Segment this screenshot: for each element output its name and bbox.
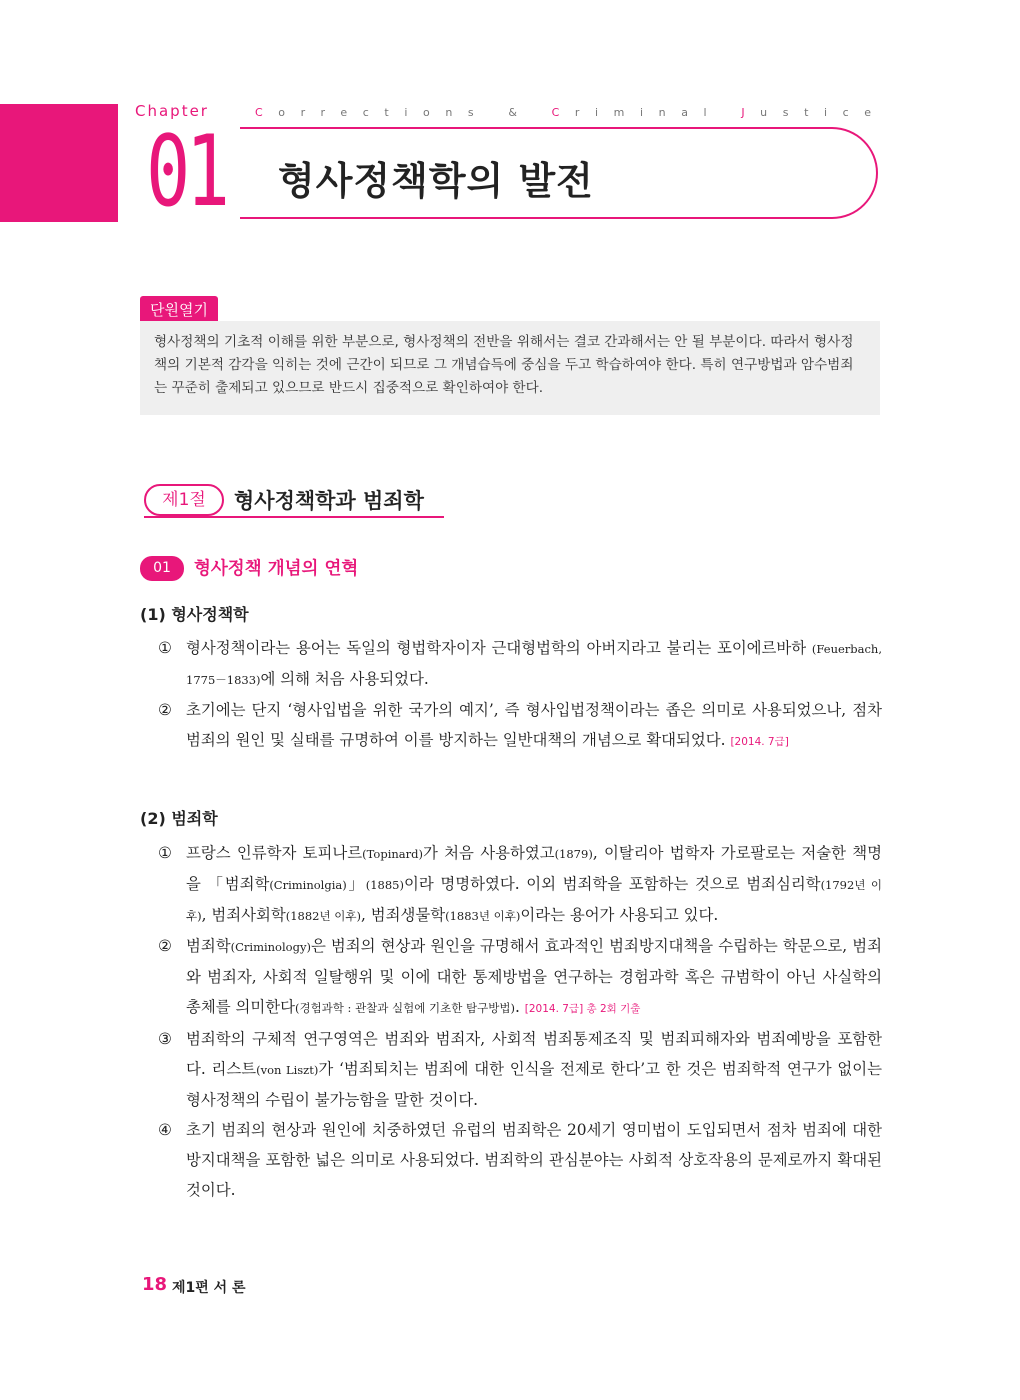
list-item: [158, 931, 882, 1024]
list-item: [158, 838, 882, 931]
list-item-text: [186, 695, 882, 757]
list-item: [158, 1024, 882, 1115]
series-title-part: ustice: [760, 106, 887, 119]
text-segment: 형사정책이라는 용어는 독일의 형법학자이자 근대형법학의 아버지라고 불리는 포이에르바하: [186, 639, 812, 657]
series-title-part: J: [741, 106, 761, 119]
intro-text: 형사정책의 기초적 이해를 위한 부분으로, 형사정책의 전반을 위해서는 결코 간과해서는 안 될 부분이다. 따라서 형사정책의 기본적 감각을 익히는 것에 근간이 되므로 그 개념습득에 중심을 두고 학습하여야 한다. 특히 연구방법과 암수범죄는 꾸준히 출제되고 있으므로 반드시 집중적으로 확인하여야 한다.: [154, 334, 854, 396]
text-segment: 가 처음 사용하였고: [423, 844, 555, 862]
text-segment: (경험과학 : 관찰과 실험에 기초한 탐구방법): [294, 1001, 515, 1015]
chapter-title: 형사정책학의 발전: [278, 159, 594, 203]
subsection-title: 형사정책 개념의 연혁: [194, 559, 359, 579]
series-title-part: C: [551, 106, 575, 119]
text-segment: 범죄학: [186, 937, 231, 955]
list-item: [158, 695, 882, 757]
series-title-part: riminal: [574, 106, 742, 119]
list-item-text: [186, 1115, 882, 1205]
part1-list: [158, 633, 882, 757]
text-segment: 은 범죄의 현상과 원인을 규명해서 효과적인 범죄방지대책을 수립하는 학문으로, 범죄와 범죄자, 사회적 일탈행위 및 이에 대한 통제방법을 연구하는 경험과학 혹은 규범학이 아닌 사실학의 총체를 의미한다: [186, 937, 882, 1016]
part2-list: [158, 838, 882, 1205]
exam-tag: [2014. 7급]: [730, 736, 789, 748]
text-segment: 범죄학의 구체적 연구영역은 범죄와 범죄자, 사회적 범죄통제조직 및 범죄피해자와 범죄예방을 포함한다. 리스트: [186, 1030, 882, 1078]
text-segment: 프랑스 인류학자 토피나르: [186, 844, 363, 862]
text-segment: (1792년 이후): [186, 878, 882, 923]
section-title: 형사정책학과 범죄학: [234, 489, 424, 513]
text-segment: (Criminolgia): [269, 878, 347, 892]
list-item: [158, 1115, 882, 1205]
text-segment: 」: [346, 875, 366, 893]
chapter-label: Chapter: [135, 102, 209, 120]
text-segment: (von Liszt): [256, 1063, 319, 1077]
section-underline: [144, 516, 444, 518]
list-item: [158, 633, 882, 695]
exam-tag: [2014. 7급] 총 2회 기출: [524, 1003, 641, 1015]
text-segment: , 이탈리아 법학자 가로팔로는 저술한 책명을 「범죄학: [186, 844, 882, 893]
list-item-number: ③: [158, 1030, 172, 1048]
text-segment: (Topinard): [362, 847, 423, 861]
list-item-text: [186, 931, 882, 1024]
section-label: 제1절: [144, 484, 224, 516]
text-segment: (1885): [365, 878, 404, 892]
series-title: [255, 106, 887, 119]
text-segment: 에 의해 처음 사용되었다.: [260, 670, 429, 688]
text-segment: , 범죄사회학: [201, 906, 286, 924]
list-item-number: ①: [158, 639, 172, 657]
chapter-color-block: [0, 104, 118, 222]
chapter-number: 01: [146, 115, 226, 229]
series-title-part: C: [255, 106, 279, 119]
list-item-number: ④: [158, 1121, 172, 1139]
list-item-text: [186, 1024, 882, 1115]
text-segment: (1883년 이후): [445, 909, 521, 923]
subsection-number: 01: [140, 556, 184, 581]
text-segment: 초기에는 단지 ‘형사입법을 위한 국가의 예지’, 즉 형사입법정책이라는 좁은 의미로 사용되었으나, 점차 범죄의 원인 및 실태를 규명하여 이를 방지하는 일반대책의 개념으로 확대되었다.: [186, 701, 882, 749]
page-number: 18: [142, 1274, 168, 1295]
list-item-number: ①: [158, 844, 172, 862]
part2-heading: (2) 범죄학: [140, 809, 218, 828]
list-item-number: ②: [158, 937, 172, 955]
text-segment: 이라 명명하였다. 이외 범죄학을 포함하는 것으로 범죄심리학: [403, 875, 821, 893]
text-segment: (1882년 이후): [285, 909, 361, 923]
series-title-part: orrections &: [278, 106, 552, 119]
text-segment: 이라는 용어가 사용되고 있다.: [520, 906, 719, 924]
text-segment: (Criminology): [230, 940, 311, 954]
list-item-text: [186, 838, 882, 931]
list-item-number: ②: [158, 701, 172, 719]
text-segment: 초기 범죄의 현상과 원인에 치중하였던 유럽의 범죄학은 20세기 영미법이 도입되면서 점차 범죄에 대한 방지대책을 포함한 넓은 의미로 사용되었다. 범죄학의 관심분야는 사회적 상호작용의 문제로까지 확대된 것이다.: [186, 1121, 882, 1199]
text-segment: (Feuerbach, 1775－1833): [186, 642, 882, 687]
text-segment: 가 ‘범죄퇴치는 범죄에 대한 인식을 전제로 한다’고 한 것은 범죄학적 연구가 없이는 형사정책의 수립이 불가능함을 말한 것이다.: [186, 1060, 882, 1109]
list-item-text: [186, 633, 882, 695]
part1-heading: (1) 형사정책학: [140, 605, 249, 624]
text-segment: .: [514, 998, 525, 1016]
intro-label: 단원열기: [140, 296, 218, 324]
footer-part-label: 제1편 서 론: [172, 1280, 246, 1296]
text-segment: , 범죄생물학: [360, 906, 446, 924]
text-segment: (1879): [554, 847, 593, 861]
intro-box: [140, 321, 880, 415]
